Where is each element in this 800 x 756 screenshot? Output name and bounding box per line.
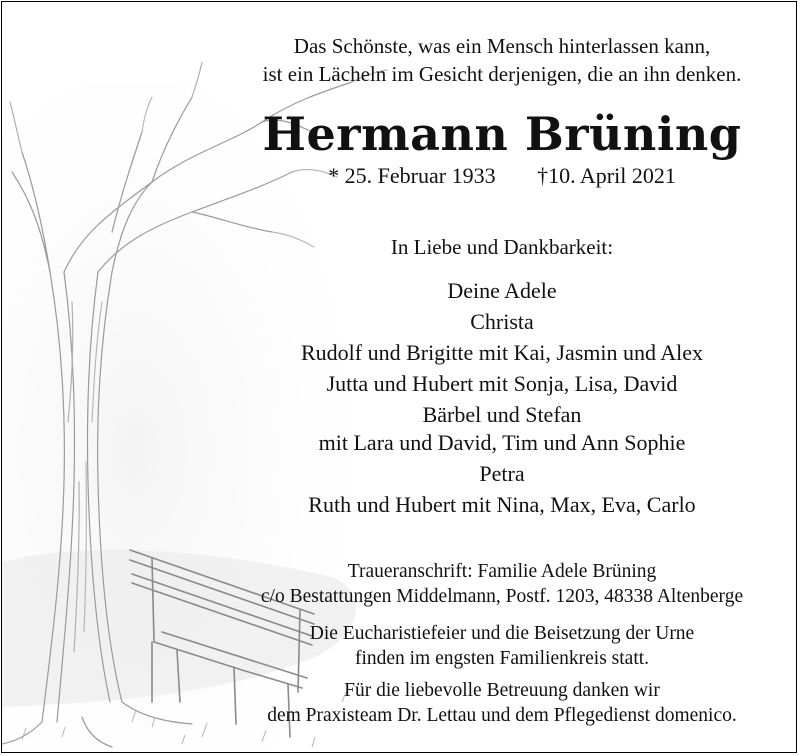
thanks-line: dem Praxisteam Dr. Lettau und dem Pflegedienst domenico. [267, 705, 737, 726]
mourner-line: mit Lara und David, Tim und Ann Sophie [318, 430, 686, 455]
service-line: finden im engsten Familienkreis statt. [354, 648, 650, 669]
mourner-line: Deine Adele [447, 278, 557, 303]
gratitude-heading: In Liebe und Dankbarkeit: [390, 235, 614, 259]
life-dates [217, 162, 787, 190]
mourner-line: Christa [470, 309, 534, 334]
thanks-note [217, 678, 787, 728]
death-date: †10. April 2021 [537, 163, 676, 188]
mourning-address [217, 559, 787, 609]
deceased-name: Hermann Brüning [262, 107, 742, 161]
birth-date: * 25. Februar 1933 [328, 163, 496, 188]
mourner-line: Petra [479, 461, 525, 486]
quote-line: Das Schönste, was ein Mensch hinterlassen kann, [293, 34, 711, 58]
address-line: Traueranschrift: Familie Adele Brüning [347, 561, 657, 582]
mourner-line: Rudolf und Brigitte mit Kai, Jasmin und Alex [300, 340, 704, 365]
obituary-notice [1, 1, 797, 753]
mourners-list [217, 275, 787, 520]
address-line: c/o Bestattungen Middelmann, Postf. 1203, 48338 Altenberge [260, 586, 744, 607]
service-line: Die Eucharistiefeier und die Beisetzung der Urne [309, 623, 695, 644]
mourner-line: Ruth und Hubert mit Nina, Max, Eva, Carlo [308, 492, 696, 517]
thanks-line: Für die liebevolle Betreuung danken wir [344, 680, 660, 701]
quote-line: ist ein Lächeln im Gesicht derjenigen, die an ihn denken. [262, 62, 742, 86]
memorial-quote [217, 32, 787, 88]
service-note [217, 621, 787, 671]
mourner-line: Bärbel und Stefan [422, 402, 582, 427]
mourner-line: Jutta und Hubert mit Sonja, Lisa, David [326, 371, 678, 396]
